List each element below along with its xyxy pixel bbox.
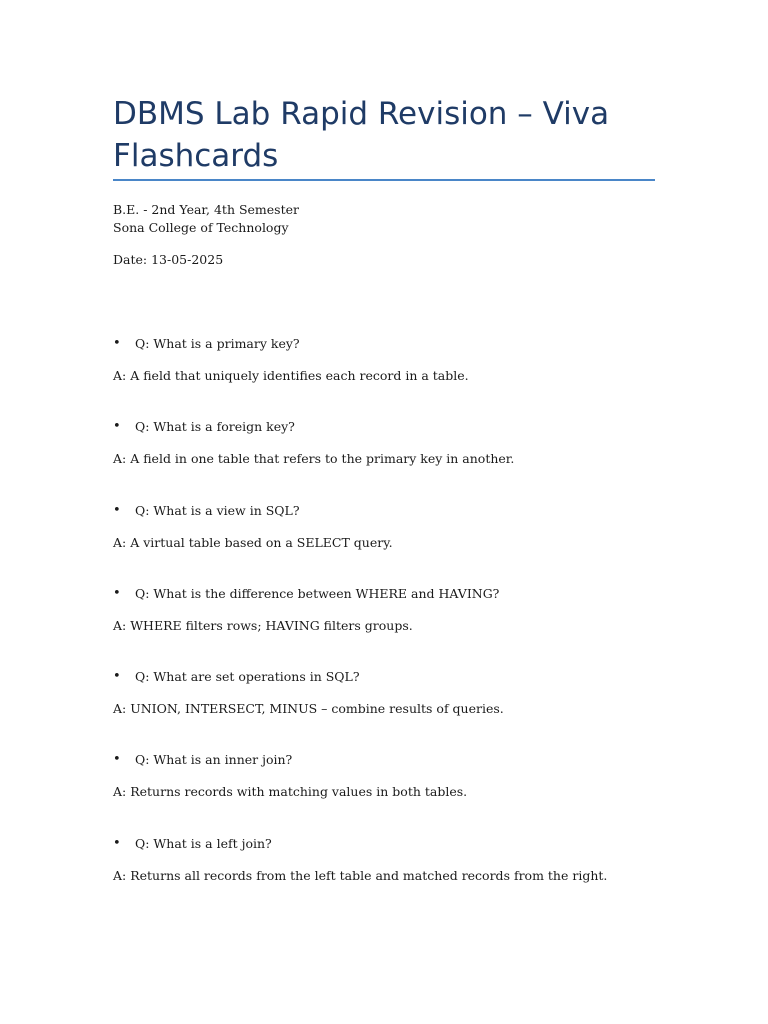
question-text: Q: What is a foreign key?: [135, 419, 295, 434]
bullet-icon: •: [113, 836, 121, 851]
date-line: Date: 13-05-2025: [113, 252, 224, 267]
question-text: Q: What is the difference between WHERE and HAVING?: [135, 586, 500, 601]
bullet-icon: •: [113, 336, 121, 351]
flashcard-answer: A: A field in one table that refers to the primary key in another.: [113, 451, 515, 466]
flashcard-answer: A: Returns records with matching values in both tables.: [113, 784, 468, 799]
question-text: Q: What is a primary key?: [135, 336, 300, 351]
document-title: DBMS Lab Rapid Revision – Viva Flashcards: [113, 96, 610, 174]
bullet-icon: •: [113, 586, 121, 601]
flashcard-answer: A: WHERE filters rows; HAVING filters groups.: [113, 618, 413, 633]
question-text: Q: What is a view in SQL?: [135, 503, 300, 518]
bullet-icon: •: [113, 503, 121, 518]
program-line: B.E. - 2nd Year, 4th Semester: [113, 202, 299, 217]
bullet-icon: •: [113, 419, 121, 434]
flashcard-answer: A: Returns all records from the left table and matched records from the right.: [113, 868, 608, 883]
college-line: Sona College of Technology: [113, 220, 289, 235]
question-text: Q: What is an inner join?: [135, 752, 293, 767]
flashcard-answer: A: A field that uniquely identifies each record in a table.: [113, 368, 469, 383]
title-underline: [113, 179, 655, 181]
flashcard-answer: A: UNION, INTERSECT, MINUS – combine results of queries.: [113, 701, 504, 716]
bullet-icon: •: [113, 752, 121, 767]
bullet-icon: •: [113, 669, 121, 684]
flashcard-answer: A: A virtual table based on a SELECT query.: [113, 535, 393, 550]
question-text: Q: What is a left join?: [135, 836, 272, 851]
question-text: Q: What are set operations in SQL?: [135, 669, 360, 684]
